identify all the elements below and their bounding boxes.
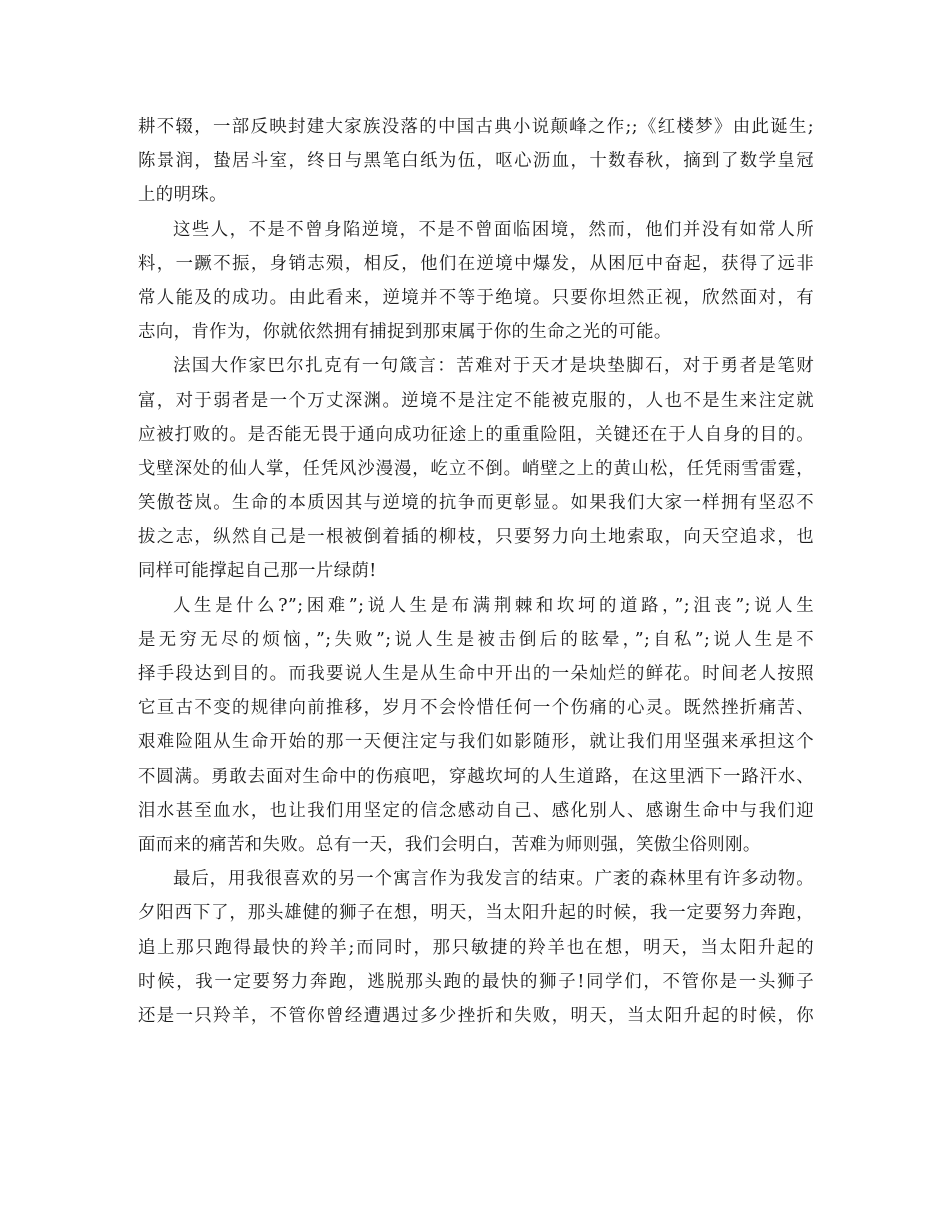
text-line: 应被打败的。是否能无畏于通向成功征途上的重重险阻，关键还在于人自身的目的。 xyxy=(138,424,814,445)
text-line: 不圆满。勇敢去面对生命中的伤痕吧，穿越坎坷的人生道路，在这里洒下一路汗水、 xyxy=(138,766,814,787)
body-text xyxy=(138,110,814,1033)
text-line: 同样可能撑起自己那一片绿荫! xyxy=(138,561,377,582)
text-line: 陈景润，蛰居斗室，终日与黑笔白纸为伍，呕心沥血，十数春秋，摘到了数学皇冠 xyxy=(138,151,814,172)
text-line: 这些人，不是不曾身陷逆境，不是不曾面临困境，然而，他们并没有如常人所 xyxy=(173,219,814,240)
text-line: 面而来的痛苦和失败。总有一天，我们会明白，苦难为师则强，笑傲尘俗则刚。 xyxy=(138,834,761,855)
text-line: 艰难险阻从生命开始的那一天便注定与我们如影随形，就让我们用坚强来承担这个 xyxy=(138,732,814,753)
text-line: 择手段达到目的。而我要说人生是从生命中开出的一朵灿烂的鲜花。时间老人按照 xyxy=(138,664,814,684)
text-line: 常人能及的成功。由此看来，逆境并不等于绝境。只要你坦然正视，欣然面对，有 xyxy=(138,287,814,308)
text-line: 是无穷无尽的烦恼，”;失败”;说人生是被击倒后的眩晕，”;自私”;说人生是不 xyxy=(138,629,814,650)
text-line: 还是一只羚羊，不管你曾经遭遇过多少挫折和失败，明天，当太阳升起的时候，你 xyxy=(138,1005,814,1026)
text-line: 料，一蹶不振，身销志殒，相反，他们在逆境中爆发，从困厄中奋起，获得了远非 xyxy=(138,253,814,274)
paragraph-1 xyxy=(138,110,814,213)
text-line: 夕阳西下了，那头雄健的狮子在想，明天，当太阳升起的时候，我一定要努力奔跑， xyxy=(138,903,814,924)
paragraph-2 xyxy=(138,213,814,350)
paragraph-4 xyxy=(138,589,814,863)
text-line: 最后，用我很喜欢的另一个寓言作为我发言的结束。广袤的森林里有许多动物。 xyxy=(173,869,814,890)
text-line: 时候，我一定要努力奔跑，逃脱那头跑的最快的狮子!同学们，不管你是一头狮子 xyxy=(138,971,814,992)
text-line: 笑傲苍岚。生命的本质因其与逆境的抗争而更彰显。如果我们大家一样拥有坚忍不 xyxy=(138,493,814,514)
text-line: 拔之志，纵然自己是一根被倒着插的柳枝，只要努力向土地索取，向天空追求，也 xyxy=(138,527,814,548)
paragraph-5 xyxy=(138,862,814,1033)
text-line: 它亘古不变的规律向前推移，岁月不会怜惜任何一个伤痛的心灵。既然挫折痛苦、 xyxy=(138,698,814,719)
text-line: 富，对于弱者是一个万丈深渊。逆境不是注定不能被克服的，人也不是生来注定就 xyxy=(138,390,814,411)
paragraph-3 xyxy=(138,349,814,588)
text-line: 耕不辍，一部反映封建大家族没落的中国古典小说颠峰之作;;《红楼梦》由此诞生; xyxy=(138,117,814,137)
text-line: 上的明珠。 xyxy=(138,185,227,206)
text-line: 人生是什么?”;困难”;说人生是布满荆棘和坎坷的道路，”;沮丧”;说人生 xyxy=(173,595,814,616)
text-line: 法国大作家巴尔扎克有一句箴言：苦难对于天才是块垫脚石，对于勇者是笔财 xyxy=(173,356,814,377)
text-line: 戈壁深处的仙人掌，任凭风沙漫漫，屹立不倒。峭壁之上的黄山松，任凭雨雪雷霆， xyxy=(138,458,814,479)
text-line: 追上那只跑得最快的羚羊;而同时，那只敏捷的羚羊也在想，明天，当太阳升起的 xyxy=(138,937,814,958)
text-line: 泪水甚至血水，也让我们用坚定的信念感动自己、感化别人、感谢生命中与我们迎 xyxy=(138,800,814,821)
text-line: 志向，肯作为，你就依然拥有捕捉到那束属于你的生命之光的可能。 xyxy=(138,322,672,343)
